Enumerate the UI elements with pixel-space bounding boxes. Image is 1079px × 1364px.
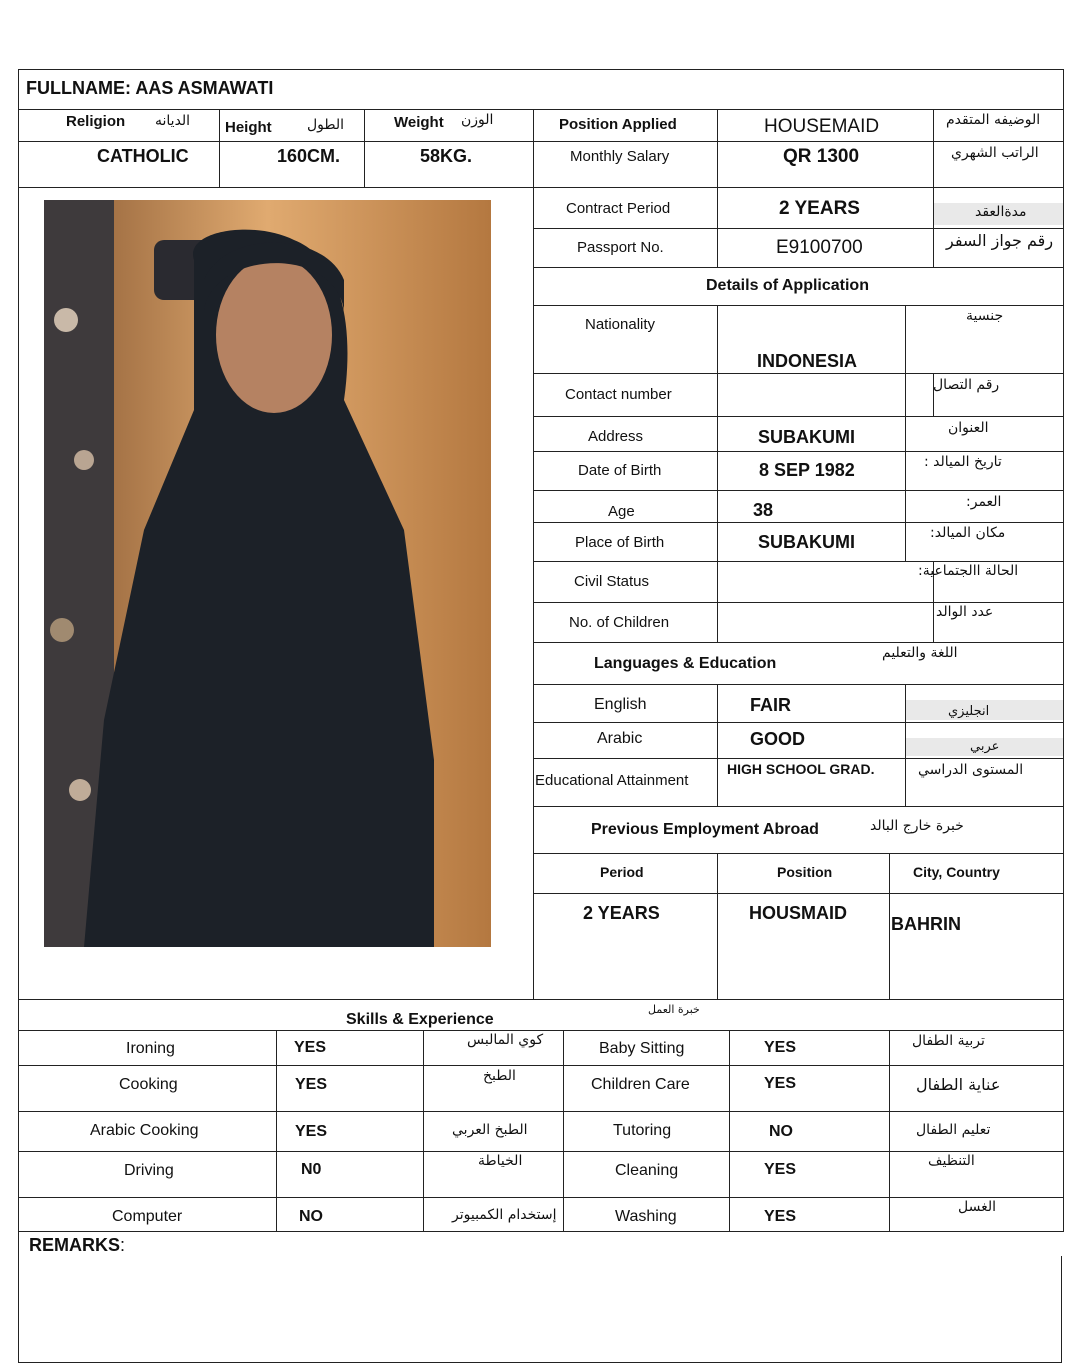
contract-label: Contract Period bbox=[566, 200, 671, 217]
salary-value: QR 1300 bbox=[783, 146, 860, 167]
arabic-label: Arabic bbox=[597, 730, 643, 747]
skills-title-arabic: خبرة العمل bbox=[648, 1003, 700, 1016]
education-label: Educational Attainment bbox=[535, 772, 689, 789]
salary-arabic: الراتب الشهري bbox=[951, 145, 1039, 161]
pob-label: Place of Birth bbox=[575, 534, 665, 551]
skill-value: N0 bbox=[301, 1161, 322, 1178]
english-label: English bbox=[594, 696, 647, 713]
employment-position: HOUSMAID bbox=[749, 903, 847, 923]
skill-value: YES bbox=[295, 1076, 328, 1093]
age-value: 38 bbox=[753, 500, 774, 520]
age-label: Age bbox=[608, 503, 635, 520]
address-value: SUBAKUMI bbox=[758, 427, 855, 447]
applicant-photo bbox=[44, 200, 491, 947]
skill-value: YES bbox=[764, 1161, 797, 1178]
skill-value: YES bbox=[764, 1039, 797, 1056]
remarks-label: REMARKS bbox=[29, 1235, 121, 1255]
position-value: HOUSEMAID bbox=[764, 116, 880, 137]
skill-arabic: كوي المالبس bbox=[467, 1032, 544, 1048]
position-label: Position Applied bbox=[559, 116, 677, 133]
skill-label: Arabic Cooking bbox=[90, 1122, 199, 1139]
pob-value: SUBAKUMI bbox=[758, 532, 855, 552]
employment-title: Previous Employment Abroad bbox=[591, 821, 819, 838]
contract-value: 2 YEARS bbox=[779, 198, 860, 219]
skill-value: YES bbox=[764, 1208, 797, 1225]
skills-title: Skills & Experience bbox=[346, 1011, 494, 1028]
children-label: No. of Children bbox=[569, 614, 670, 631]
salary-label: Monthly Salary bbox=[570, 148, 670, 165]
fullname-label: FULLNAME: bbox=[26, 78, 131, 98]
civil-label: Civil Status bbox=[574, 573, 650, 590]
skill-arabic: التنظيف bbox=[928, 1153, 975, 1169]
remarks-colon: : bbox=[120, 1235, 126, 1255]
employment-period: 2 YEARS bbox=[583, 903, 660, 923]
skill-value: YES bbox=[295, 1123, 328, 1140]
skill-label: Cooking bbox=[119, 1076, 178, 1093]
skill-label: Ironing bbox=[126, 1040, 175, 1057]
languages-title-arabic: اللغة والتعليم bbox=[882, 645, 958, 661]
weight-value: 58KG. bbox=[420, 146, 473, 166]
skill-value: NO bbox=[769, 1123, 793, 1140]
contract-arabic: مدةالعقد bbox=[975, 204, 1027, 220]
skill-label: Children Care bbox=[591, 1076, 690, 1093]
fullname-row bbox=[26, 78, 273, 99]
position-arabic: الوضيفه المتقدم bbox=[946, 112, 1041, 128]
education-arabic: المستوى الدراسي bbox=[918, 762, 1024, 778]
weight-arabic: الوزن bbox=[461, 112, 494, 128]
english-value: FAIR bbox=[750, 695, 792, 715]
employment-col-city: City, Country bbox=[913, 864, 1000, 880]
employment-col-position: Position bbox=[777, 864, 833, 880]
religion-arabic: الديانه bbox=[155, 113, 191, 129]
contact-arabic: رقم التصال bbox=[933, 377, 1000, 393]
skill-arabic: الخياطة bbox=[478, 1153, 523, 1169]
passport-arabic: رقم جواز السفر bbox=[946, 231, 1054, 250]
address-label: Address bbox=[588, 428, 644, 445]
details-section-title: Details of Application bbox=[706, 277, 869, 294]
skill-arabic: تربية الطفال bbox=[912, 1033, 985, 1049]
skill-arabic: الغسل bbox=[958, 1199, 997, 1215]
remarks bbox=[29, 1235, 125, 1256]
skill-arabic: عناية الطفال bbox=[916, 1075, 1001, 1094]
dob-value: 8 SEP 1982 bbox=[759, 460, 855, 480]
skill-arabic: تعليم الطفال bbox=[916, 1122, 991, 1138]
skill-arabic: الطبخ العربي bbox=[452, 1122, 528, 1138]
employment-col-period: Period bbox=[600, 864, 644, 880]
skill-arabic: إستخدام الكمبيوتر bbox=[452, 1207, 557, 1223]
passport-value: E9100700 bbox=[776, 237, 863, 258]
skill-label: Cleaning bbox=[615, 1162, 679, 1179]
skill-value: YES bbox=[764, 1075, 797, 1092]
dob-arabic: تاريخ الميالد : bbox=[924, 454, 1002, 470]
skill-arabic: الطبخ bbox=[483, 1068, 516, 1084]
arabic-value: GOOD bbox=[750, 729, 806, 749]
skill-label: Washing bbox=[615, 1208, 677, 1225]
age-arabic: العمر: bbox=[966, 494, 1002, 510]
pob-arabic: مكان الميالد: bbox=[930, 525, 1006, 541]
contact-label: Contact number bbox=[565, 386, 672, 403]
children-arabic: عدد الوالد bbox=[936, 604, 994, 620]
education-value: HIGH SCHOOL GRAD. bbox=[727, 761, 875, 777]
skill-label: Baby Sitting bbox=[599, 1040, 685, 1057]
height-arabic: الطول bbox=[307, 117, 345, 133]
dob-label: Date of Birth bbox=[578, 462, 662, 479]
nationality-arabic: جنسية bbox=[966, 308, 1004, 324]
skill-label: Computer bbox=[112, 1208, 183, 1225]
applicant-photo-illustration bbox=[44, 200, 491, 947]
height-value: 160CM. bbox=[277, 146, 341, 166]
skill-label: Tutoring bbox=[613, 1122, 672, 1139]
civil-arabic: الحالة االجتماعية: bbox=[918, 563, 1019, 579]
religion-value: CATHOLIC bbox=[97, 146, 189, 166]
nationality-label: Nationality bbox=[585, 316, 656, 333]
skill-value: YES bbox=[294, 1039, 327, 1056]
height-label: Height bbox=[225, 119, 272, 136]
employment-title-arabic: خبرة خارج البالد bbox=[870, 818, 964, 834]
english-arabic: انجليزي bbox=[948, 704, 990, 719]
address-arabic: العنوان bbox=[948, 420, 989, 436]
religion-label: Religion bbox=[66, 113, 126, 130]
skill-value: NO bbox=[299, 1208, 323, 1225]
nationality-value: INDONESIA bbox=[757, 351, 858, 371]
fullname-value: AAS ASMAWATI bbox=[135, 78, 274, 98]
arabic-arabic: عربي bbox=[970, 739, 1000, 754]
skill-label: Driving bbox=[124, 1162, 174, 1179]
weight-label: Weight bbox=[394, 114, 444, 131]
languages-title: Languages & Education bbox=[594, 655, 777, 672]
employment-city: BAHRIN bbox=[891, 914, 961, 934]
remarks-area bbox=[20, 1262, 1060, 1360]
passport-label: Passport No. bbox=[577, 239, 664, 256]
